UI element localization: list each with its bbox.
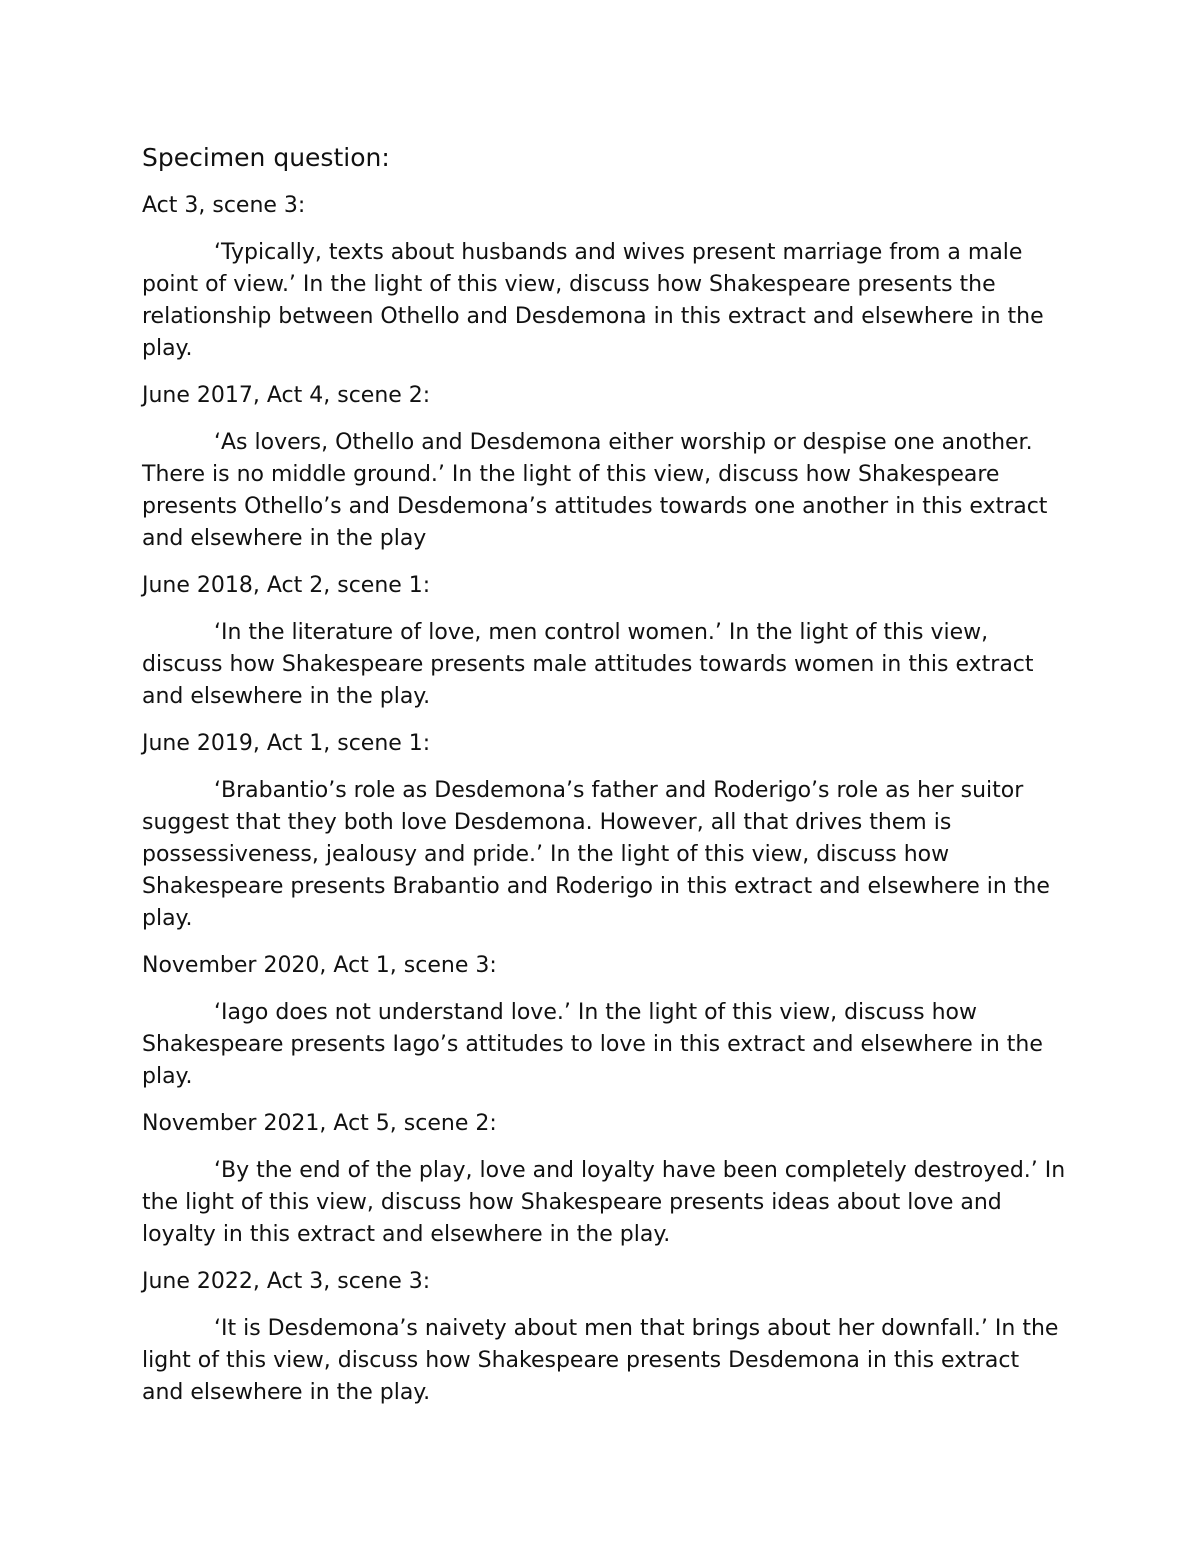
question-entry: [142, 1108, 1067, 1251]
document-page: [142, 142, 1067, 1424]
question-entry: [142, 570, 1067, 713]
entry-question: ‘In the literature of love, men control women.’ In the light of this view, discuss how Shakespeare presents male attitudes towards women in this extract and elsewhere in the play.: [142, 620, 1034, 709]
entry-heading: Act 3, scene 3:: [142, 193, 306, 218]
question-entry: [142, 380, 1067, 555]
entry-question: ‘Typically, texts about husbands and wives present marriage from a male point of view.’ In the light of this view, discuss how Shakespeare presents the relationship between Othello and Desdemona in this extract and elsewhere in the play.: [142, 240, 1044, 361]
entry-question: ‘As lovers, Othello and Desdemona either worship or despise one another. There is no middle ground.’ In the light of this view, discuss how Shakespeare presents Othello’s and Desdemona’s attitudes towards one another in this extract and elsewhere in the play: [142, 430, 1048, 551]
entry-question: ‘It is Desdemona’s naivety about men that brings about her downfall.’ In the light of this view, discuss how Shakespeare presents Desdemona in this extract and elsewhere in the play.: [142, 1316, 1059, 1405]
entry-question: ‘Brabantio’s role as Desdemona’s father and Roderigo’s role as her suitor suggest that they both love Desdemona. However, all that drives them is possessiveness, jealousy and pride.’ In the light of this view, discuss how Shakespeare presents Brabantio and Roderigo in this extract and elsewhere in the play.: [142, 778, 1050, 931]
entry-heading: June 2018, Act 2, scene 1:: [142, 573, 431, 598]
entry-heading: November 2021, Act 5, scene 2:: [142, 1111, 497, 1136]
document-title: Specimen question:: [142, 143, 390, 172]
entry-heading: June 2019, Act 1, scene 1:: [142, 731, 431, 756]
question-entry: [142, 950, 1067, 1093]
entry-heading: June 2022, Act 3, scene 3:: [142, 1269, 431, 1294]
question-entry: [142, 728, 1067, 935]
question-entry: [142, 1266, 1067, 1409]
entry-question: ‘By the end of the play, love and loyalty have been completely destroyed.’ In the light of this view, discuss how Shakespeare presents ideas about love and loyalty in this extract and elsewhere in the play.: [142, 1158, 1066, 1247]
entry-question: ‘Iago does not understand love.’ In the light of this view, discuss how Shakespeare presents Iago’s attitudes to love in this extract and elsewhere in the play.: [142, 1000, 1043, 1089]
question-entry: [142, 190, 1067, 365]
entry-heading: November 2020, Act 1, scene 3:: [142, 953, 497, 978]
entry-heading: June 2017, Act 4, scene 2:: [142, 383, 431, 408]
